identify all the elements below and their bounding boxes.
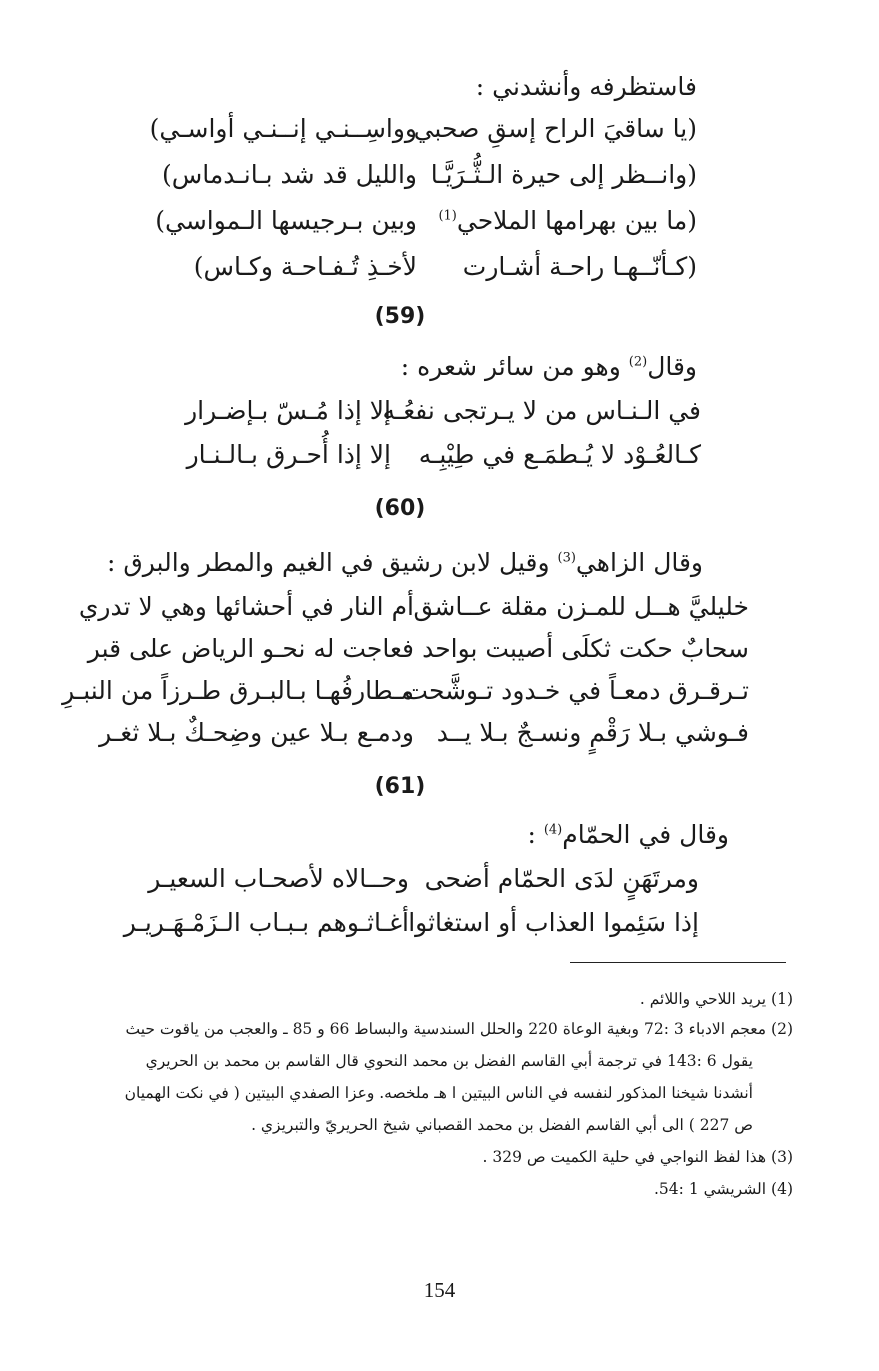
verse-second-hemistich: مـطارفُهـا بـالبـرق طـرزاً من النبـرِ [62,676,414,705]
footnote-ref: (2) [628,354,648,370]
verse-second-hemistich: إلا إذا أُحـرق بـالـنـار [186,440,391,469]
verse-second-hemistich: إلا إذا مُـسّ بـإضـرار [185,396,391,425]
poem-intro [57,72,697,101]
verse-first-hemistich: خليليَّ هــل للمـزن مقلة عــاشق [413,592,749,621]
verse-second-hemistich: وبين بـرجيسها الـمواسي) [155,206,417,235]
verse-line [69,592,749,638]
footnote-separator [570,962,786,963]
verse-first-hemistich: إذا سَئِموا العذاب أو استغاثوا [408,908,699,937]
intro-text: وقال [647,352,697,381]
footnote-2-line-4: ص 227 ) الى أبي القاسم الفضل بن محمد القصباني شيخ الحريريّ والتبريزي . [251,1116,753,1134]
poem-number: (59) [374,304,426,329]
footnote-1: (1) يريد اللاحي واللائم . [639,990,793,1008]
intro-text-rest: : [527,820,544,849]
footnote-3: (3) هذا لفظ النواجي في حلية الكميت ص 329 . [482,1148,793,1166]
verse-second-hemistich: ودمـع بـلا عين وضِحـكٌ بـلا ثغـر [99,718,414,747]
verse-first-hemistich: كـالعُـوْد لا يُـطمَـع في طِيْبِـه [418,440,701,469]
verse-line [69,634,749,680]
verse-first-hemistich: في الـنـاس من لا يـرتجى نفعُـه [382,396,701,425]
footnote-ref: (3) [557,550,576,566]
verse-first-hemistich: تـرقـرق دمعـاً في خـدود تـوشَّحت [404,676,749,705]
intro-text-rest: وهو من سائر شعره : [400,352,629,381]
poem-intro [89,820,729,849]
verse-second-hemistich: فعاجت له نحـو الرياض على قبر [87,634,414,663]
verse-first-hemistich: (يا ساقيَ الراح إسقِ صحبي [413,114,697,143]
footnote-ref: (4) [543,822,563,838]
verse-line [107,114,697,160]
footnote-2-line-2: يقول 6 :143 في ترجمة أبي القاسم الفضل بن محمد النحوي قال القاسم بن محمد بن الحريري [145,1052,753,1070]
verse-second-hemistich: والليل قد شد بـانـدماس) [162,160,417,189]
intro-text: وقال في الحمّام [562,820,729,849]
verse-line [62,676,749,722]
verse-second-hemistich: وحــالاه لأصحـاب السعيـر [148,864,409,893]
verse-line [119,864,699,910]
footnote-4: (4) الشريشي 1 :54. [653,1180,793,1198]
verse-first-hemistich: (كـأنّــهـا راحـة أشـارت [462,252,697,281]
hemistich-text: (ما بين بهرامها الملاحي [456,206,697,235]
footnote-2-line-3: أنشدنا شيخنا المذكور لنفسه في الناس البيتين ا هـ ملخصه. وعزا الصفدي البيتين ( في نكت الهميان [124,1084,753,1102]
verse-line [91,396,701,442]
verse-first-hemistich: (وانــظر إلى حيرة الـثُّـرَيَّـا [430,160,697,189]
intro-text: وقال الزاهي [575,548,703,577]
poem-intro [63,548,703,577]
verse-line [107,160,697,206]
verse-second-hemistich: وواسِــنـي إنــنـي أواسـي) [149,114,417,143]
page-number: 154 [423,1278,456,1302]
verse-first-hemistich: فـوشي بـلا رَقْمٍ ونسـجٌ بـلا يــد [436,718,749,747]
verse-line [119,908,699,954]
verse-first-hemistich: سحابٌ حكت ثكلَى أصيبت بواحد [422,634,749,663]
verse-line [91,440,701,486]
verse-first-hemistich [437,206,697,252]
intro-text: فاستظرفه وأنشدني : [475,72,697,101]
intro-text-rest: وقيل لابن رشيق في الغيم والمطر والبرق : [106,548,558,577]
verse-second-hemistich: أغـاثـوهم بـبـاب الـزَمْـهَـريـر [123,908,409,937]
footnote-2: (2) معجم الادباء 3 :72 وبغية الوعاة 220 والحلل السندسية والبساط 66 و 85 ـ والعجب من ياقوت حيث [125,1020,793,1038]
poem-intro [57,352,697,381]
verse-line [107,252,697,298]
footnote-ref: (1) [438,208,457,224]
verse-first-hemistich: ومرتَهَنٍ لدَى الحمّام أضحى [424,864,699,893]
verse-line [69,718,749,764]
poem-number: (61) [374,774,426,799]
verse-line [107,206,697,252]
poem-number: (60) [374,496,426,521]
verse-second-hemistich: أم النار في أحشائها وهي لا تدري [78,592,414,621]
verse-second-hemistich: لأخـذِ تُـفـاحـة وكـاس) [193,252,417,281]
